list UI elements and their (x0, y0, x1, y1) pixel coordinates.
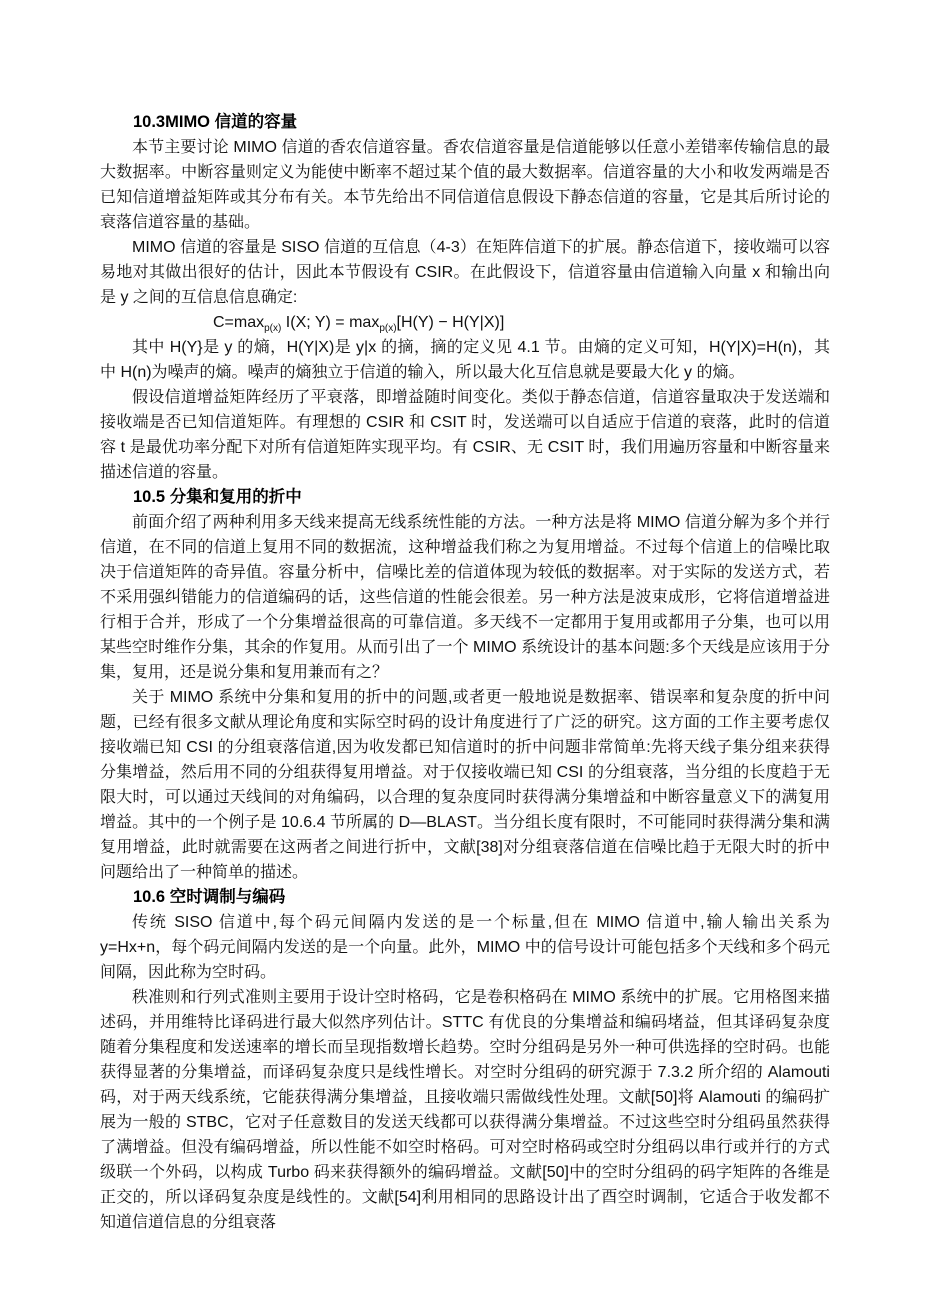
formula-text-mid: I(X; Y) = max (281, 314, 380, 331)
formula-subscript-2: p(x) (379, 323, 397, 335)
section-heading-10-5: 10.5 分集和复用的折中 (133, 488, 302, 506)
paragraph-space-time-code-intro: 传统 SISO 信道中,每个码元间隔内发送的是一个标量,但在 MIMO 信道中,输人输出关系为 y=Hx+n，每个码元间隔内发送的是一个向量。此外，MIMO 中的信号设计可能包括多个天线和多个码元间隔，因此称为空时码。 (100, 914, 830, 981)
paragraph-mimo-capacity-mutual-info: MIMO 信道的容量是 SISO 信道的互信息（4-3）在矩阵信道下的扩展。静态信道下，接收端可以容易地对其做出很好的估计，因此本节假设有 CSIR。在此假设下，信道容量由信道输入向量 x 和输出向是 y 之间的互信息信息确定: (100, 239, 830, 306)
section-heading-10-6: 10.6 空时调制与编码 (133, 888, 286, 906)
section-heading-10-3: 10.3MIMO 信道的容量 (133, 113, 298, 131)
paragraph-flat-fading-capacity: 假设信道增益矩阵经历了平衰落，即增益随时间变化。类似于静态信道，信道容量取决于发送端和接收端是否已知信道矩阵。有理想的 CSIR 和 CSIT 时，发送端可以自适应于信道的衰落，此时的信道容 t 是最优功率分配下对所有信道矩阵实现平均。有 CSIR、无 CSIT 时，我们用遍历容量和中断容量来描述信道的容量。 (100, 389, 830, 481)
formula-subscript-1: p(x) (264, 323, 282, 335)
paragraph-diversity-multiplexing-methods: 前面介绍了两种利用多天线来提高无线系统性能的方法。一种方法是将 MIMO 信道分解为多个并行信道，在不同的信道上复用不同的数据流，这种增益我们称之为复用增益。不过每个信道上的信噪比取决于信道矩阵的奇异值。容量分析中，信噪比差的信道体现为较低的数据率。对于实际的发送方式，若不采用强纠错能力的信道编码的话，这些信道的性能会很差。另一种方法是波束成形，它将信道增益进行相于合并，形成了一个分集增益很高的可靠信道。多天线不一定都用于复用或都用子分集，也可以用某些空时维作分集，其余的作复用。从而引出了一个 MIMO 系统设计的基本问题:多个天线是应该用于分集，复用，还是说分集和复用兼而有之？ (100, 514, 830, 681)
paragraph-tradeoff-research: 关于 MIMO 系统中分集和复用的折中的问题,或者更一般地说是数据率、错误率和复杂度的折中问题，已经有很多文献从理论角度和实际空时码的设计角度进行了广泛的研究。这方面的工作主要考虑仅接收端已知 CSI 的分组衰落信道,因为收发都已知信道时的折中问题非常简单:先将天线子集分组来获得分集增益，然后用不同的分组获得复用增益。对于仅接收端已知 CSI 的分组衰落，当分组的长度趋于无限大时，可以通过天线间的对角编码，以合理的复杂度同时获得满分集增益和中断容量意义下的满复用增益。其中的一个例子是 10.6.4 节所属的 D—BLAST。当分组长度有限时，不可能同时获得满分集和满复用增益，此时就需要在这两者之间进行折中，文献[38]对分组衰落信道在信噪比趋于无限大时的折中问题给出了一种简单的描述。 (100, 689, 830, 881)
formula-text-pre: C=max (213, 314, 265, 331)
formula-text-post: [H(Y) − H(Y|X)] (396, 314, 505, 331)
paragraph-shannon-capacity-intro: 本节主要讨论 MIMO 信道的香农信道容量。香农信道容量是信道能够以任意小差错率传输信息的最大数据率。中断容量则定义为能使中断率不超过某个值的最大数据率。信道容量的大小和收发两端是否已知信道增益矩阵或其分布有关。本节先给出不同信道信息假设下静态信道的容量，它是其后所讨论的衰落信道容量的基础。 (100, 139, 830, 231)
formula-channel-capacity (100, 310, 830, 335)
paragraph-entropy-definition: 其中 H(Y}是 y 的熵，H(Y|X)是 y|x 的摘，摘的定义见 4.1 节。由熵的定义可知，H(Y|X)=H(n)，其中 H(n)为噪声的熵。噪声的熵独立于信道的输入，所以最大化互信息就是要最大化 y 的熵。 (100, 339, 830, 381)
paragraph-sttc-stbc-discussion: 秩准则和行列式准则主要用于设计空时格码，它是卷积格码在 MIMO 系统中的扩展。它用格图来描述码，并用维特比译码进行最大似然序列估计。STTC 有优良的分集增益和编码堵益，但其译码复杂度随着分集程度和发送速率的增长而呈现指数增长趋势。空时分组码是另外一种可供选择的空时码。也能获得显著的分集增益，而译码复杂度只是线性增长。对空时分组码的研究源于 7.3.2 所介绍的 Alamouti 码，对于两天线系统，它能获得满分集增益，且接收端只需做线性处理。文献[50]将 Alamouti 的编码扩展为一般的 STBC，它对子任意数目的发送天线都可以获得满分集增益。不过这些空时分组码虽然获得了满增益。但没有编码增益，所以性能不如空时格码。可对空时格码或空时分组码以串行或并行的方式级联一个外码，以构成 Turbo 码来获得额外的编码增益。文献[50]中的空时分组码的码字矩阵的各维是正交的，所以译码复杂度是线性的。文献[54]利用相同的思路设计出了酉空时调制，它适合于收发都不知道信道信息的分组衰落 (100, 989, 830, 1231)
